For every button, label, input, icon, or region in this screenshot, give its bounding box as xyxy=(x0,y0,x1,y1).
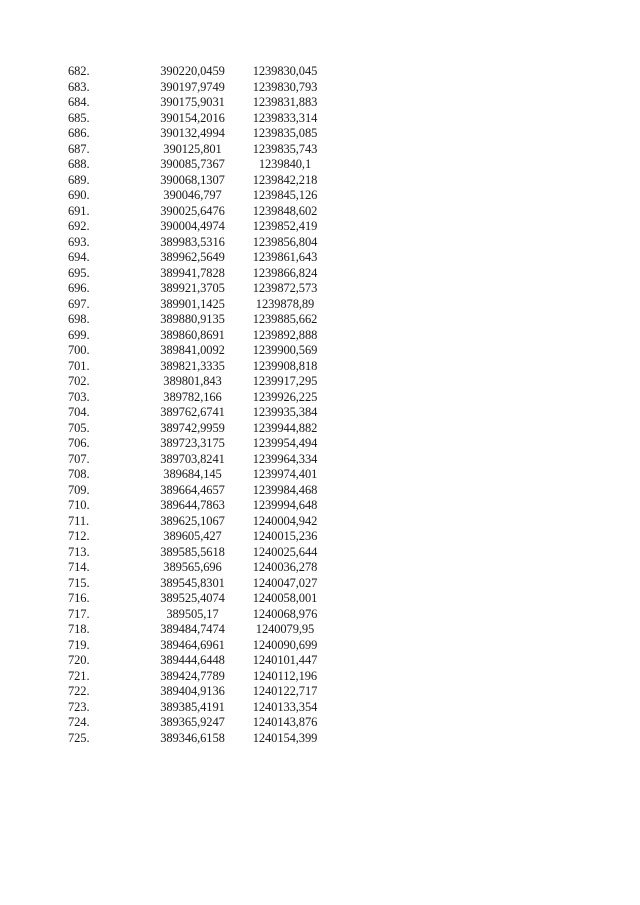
table-row xyxy=(60,235,328,251)
y-coordinate: 1239974,401 xyxy=(252,467,318,481)
y-coordinate: 1239856,804 xyxy=(252,234,318,249)
table-row xyxy=(60,467,328,483)
point-number: 682. xyxy=(68,64,90,78)
table-row xyxy=(60,157,328,173)
table-row xyxy=(60,684,328,700)
y-coordinate: 1240154,399 xyxy=(252,730,318,745)
table-row xyxy=(60,188,328,204)
table-row xyxy=(60,266,328,282)
table-row xyxy=(60,80,328,96)
point-number: 700. xyxy=(68,343,90,357)
table-row xyxy=(60,591,328,607)
y-coordinate: 1239878,89 xyxy=(255,296,315,311)
table-row xyxy=(60,328,328,344)
y-coordinate: 1239831,883 xyxy=(252,95,318,109)
y-coordinate: 1239845,126 xyxy=(252,188,318,202)
x-coordinate: 390154,2016 xyxy=(160,110,225,125)
point-number: 687. xyxy=(68,141,90,156)
y-coordinate: 1239872,573 xyxy=(252,281,318,295)
y-coordinate: 1239900,569 xyxy=(252,343,318,357)
x-coordinate: 389742,9959 xyxy=(160,420,225,435)
table-row xyxy=(60,607,328,623)
x-coordinate: 389983,5316 xyxy=(160,234,225,249)
point-number: 683. xyxy=(68,79,90,94)
y-coordinate: 1239984,468 xyxy=(252,482,318,497)
x-coordinate: 389605,427 xyxy=(163,529,222,543)
point-number: 707. xyxy=(68,451,90,466)
point-number: 704. xyxy=(68,405,90,419)
table-row xyxy=(60,576,328,592)
x-coordinate: 390125,801 xyxy=(163,141,222,156)
y-coordinate: 1239954,494 xyxy=(252,436,318,450)
table-row xyxy=(60,343,328,359)
x-coordinate: 389801,843 xyxy=(163,374,222,388)
point-number: 716. xyxy=(68,591,90,605)
table-row xyxy=(60,111,328,127)
x-coordinate: 390068,1307 xyxy=(160,172,225,187)
y-coordinate: 1240004,942 xyxy=(252,513,318,528)
point-number: 724. xyxy=(68,715,90,729)
y-coordinate: 1240090,699 xyxy=(252,637,318,652)
x-coordinate: 389404,9136 xyxy=(160,684,225,698)
x-coordinate: 389444,6448 xyxy=(160,653,225,667)
table-row xyxy=(60,622,328,638)
x-coordinate: 390175,9031 xyxy=(160,95,225,109)
x-coordinate: 389565,696 xyxy=(163,560,222,574)
y-coordinate: 1240025,644 xyxy=(252,544,318,559)
table-row xyxy=(60,715,328,731)
y-coordinate: 1239994,648 xyxy=(252,498,318,512)
y-coordinate: 1240122,717 xyxy=(252,684,318,698)
table-row xyxy=(60,297,328,313)
y-coordinate: 1239892,888 xyxy=(252,327,318,342)
table-row xyxy=(60,669,328,685)
x-coordinate: 389762,6741 xyxy=(160,405,225,419)
point-number: 692. xyxy=(68,219,90,233)
x-coordinate: 390004,4974 xyxy=(160,219,225,233)
point-number: 721. xyxy=(68,668,90,683)
table-row xyxy=(60,173,328,189)
x-coordinate: 390025,6476 xyxy=(160,203,225,218)
x-coordinate: 389723,3175 xyxy=(160,436,225,450)
x-coordinate: 389901,1425 xyxy=(160,296,225,311)
x-coordinate: 389464,6961 xyxy=(160,637,225,652)
y-coordinate: 1239830,793 xyxy=(252,79,318,94)
point-number: 688. xyxy=(68,157,90,171)
point-number: 708. xyxy=(68,467,90,481)
x-coordinate: 389941,7828 xyxy=(160,265,225,280)
point-number: 706. xyxy=(68,436,90,450)
y-coordinate: 1239840,1 xyxy=(258,157,312,171)
y-coordinate: 1239866,824 xyxy=(252,265,318,280)
table-row xyxy=(60,653,328,669)
table-row xyxy=(60,560,328,576)
x-coordinate: 389625,1067 xyxy=(160,513,225,528)
y-coordinate: 1240079,95 xyxy=(255,622,315,636)
x-coordinate: 389365,9247 xyxy=(160,715,225,729)
point-number: 698. xyxy=(68,312,90,326)
table-row xyxy=(60,219,328,235)
y-coordinate: 1239908,818 xyxy=(252,358,318,373)
point-number: 694. xyxy=(68,250,90,264)
coordinate-table-body xyxy=(60,64,328,746)
x-coordinate: 389484,7474 xyxy=(160,622,225,636)
x-coordinate: 389424,7789 xyxy=(160,668,225,683)
y-coordinate: 1240133,354 xyxy=(252,699,318,714)
x-coordinate: 389585,5618 xyxy=(160,544,225,559)
table-row xyxy=(60,204,328,220)
x-coordinate: 390046,797 xyxy=(163,188,222,202)
point-number: 693. xyxy=(68,234,90,249)
point-number: 691. xyxy=(68,203,90,218)
y-coordinate: 1239842,218 xyxy=(252,172,318,187)
x-coordinate: 389962,5649 xyxy=(160,250,225,264)
point-number: 711. xyxy=(68,513,90,528)
table-row xyxy=(60,498,328,514)
point-number: 697. xyxy=(68,296,90,311)
point-number: 689. xyxy=(68,172,90,187)
x-coordinate: 389880,9135 xyxy=(160,312,225,326)
point-number: 722. xyxy=(68,684,90,698)
y-coordinate: 1240047,027 xyxy=(252,575,318,590)
x-coordinate: 390085,7367 xyxy=(160,157,225,171)
table-row xyxy=(60,514,328,530)
y-coordinate: 1240143,876 xyxy=(252,715,318,729)
y-coordinate: 1240036,278 xyxy=(252,560,318,574)
point-number: 725. xyxy=(68,730,90,745)
y-coordinate: 1239830,045 xyxy=(252,64,318,78)
x-coordinate: 389782,166 xyxy=(163,389,222,404)
point-number: 685. xyxy=(68,110,90,125)
table-row xyxy=(60,126,328,142)
y-coordinate: 1239852,419 xyxy=(252,219,318,233)
point-number: 709. xyxy=(68,482,90,497)
y-coordinate: 1239848,602 xyxy=(252,203,318,218)
point-number: 702. xyxy=(68,374,90,388)
x-coordinate: 389921,3705 xyxy=(160,281,225,295)
table-row xyxy=(60,374,328,390)
y-coordinate: 1240101,447 xyxy=(252,653,318,667)
y-coordinate: 1239861,643 xyxy=(252,250,318,264)
point-number: 717. xyxy=(68,606,90,621)
point-number: 695. xyxy=(68,265,90,280)
point-number: 718. xyxy=(68,622,90,636)
table-row xyxy=(60,95,328,111)
y-coordinate: 1239835,743 xyxy=(252,141,318,156)
y-coordinate: 1239835,085 xyxy=(252,126,318,140)
point-number: 719. xyxy=(68,637,90,652)
table-row xyxy=(60,436,328,452)
y-coordinate: 1240112,196 xyxy=(252,668,318,683)
y-coordinate: 1239833,314 xyxy=(252,110,318,125)
x-coordinate: 389703,8241 xyxy=(160,451,225,466)
x-coordinate: 389385,4191 xyxy=(160,699,225,714)
coordinate-table xyxy=(60,64,328,746)
point-number: 712. xyxy=(68,529,90,543)
x-coordinate: 389684,145 xyxy=(163,467,222,481)
x-coordinate: 389841,0092 xyxy=(160,343,225,357)
x-coordinate: 390132,4994 xyxy=(160,126,225,140)
x-coordinate: 389644,7863 xyxy=(160,498,225,512)
table-row xyxy=(60,390,328,406)
x-coordinate: 390197,9749 xyxy=(160,79,225,94)
table-row xyxy=(60,452,328,468)
point-number: 684. xyxy=(68,95,90,109)
table-row xyxy=(60,545,328,561)
table-row xyxy=(60,250,328,266)
x-coordinate: 390220,0459 xyxy=(160,64,225,78)
table-row xyxy=(60,281,328,297)
x-coordinate: 389664,4657 xyxy=(160,482,225,497)
point-number: 705. xyxy=(68,420,90,435)
point-number: 710. xyxy=(68,498,90,512)
y-coordinate: 1239926,225 xyxy=(252,389,318,404)
table-row xyxy=(60,421,328,437)
table-row xyxy=(60,638,328,654)
point-number: 720. xyxy=(68,653,90,667)
y-coordinate: 1240068,976 xyxy=(252,606,318,621)
point-number: 703. xyxy=(68,389,90,404)
point-number: 723. xyxy=(68,699,90,714)
table-row xyxy=(60,731,328,747)
point-number: 701. xyxy=(68,358,90,373)
y-coordinate: 1240058,001 xyxy=(252,591,318,605)
point-number: 690. xyxy=(68,188,90,202)
x-coordinate: 389525,4074 xyxy=(160,591,225,605)
point-number: 686. xyxy=(68,126,90,140)
y-coordinate: 1239944,882 xyxy=(252,420,318,435)
point-number: 699. xyxy=(68,327,90,342)
x-coordinate: 389346,6158 xyxy=(160,730,225,745)
point-number: 713. xyxy=(68,544,90,559)
x-coordinate: 389821,3335 xyxy=(160,358,225,373)
y-coordinate: 1239964,334 xyxy=(252,451,318,466)
y-coordinate: 1239935,384 xyxy=(252,405,318,419)
x-coordinate: 389860,8691 xyxy=(160,327,225,342)
table-row xyxy=(60,700,328,716)
point-number: 714. xyxy=(68,560,90,574)
point-number: 696. xyxy=(68,281,90,295)
x-coordinate: 389545,8301 xyxy=(160,575,225,590)
y-coordinate: 1239917,295 xyxy=(252,374,318,388)
table-row xyxy=(60,359,328,375)
y-coordinate: 1239885,662 xyxy=(252,312,318,326)
point-number: 715. xyxy=(68,575,90,590)
table-row xyxy=(60,312,328,328)
x-coordinate: 389505,17 xyxy=(166,606,219,621)
table-row xyxy=(60,405,328,421)
table-row xyxy=(60,483,328,499)
table-row xyxy=(60,142,328,158)
table-row xyxy=(60,64,328,80)
y-coordinate: 1240015,236 xyxy=(252,529,318,543)
table-row xyxy=(60,529,328,545)
